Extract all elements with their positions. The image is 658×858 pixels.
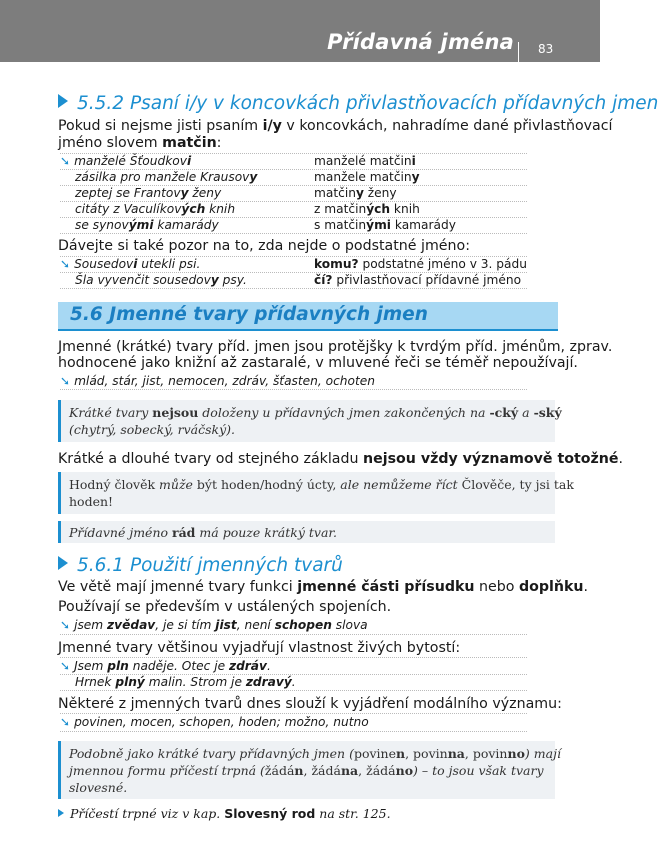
example-left-2: zásilka pro manžele Krausovy [75, 170, 258, 184]
arrow-down-right-icon: ➘ [60, 618, 71, 632]
paragraph-intro-line2: jméno slovem matčin: [58, 135, 222, 151]
example-right-4: z matčiných knih [314, 202, 420, 216]
paragraph-561-living: Jmenné tvary většinou vyjadřují vlastnost živých bytostí: [58, 640, 461, 656]
noun-example-left-1: ➘ Sousedovi utekli psi. [60, 257, 201, 271]
example-left-4: citáty z Vaculíkových knih [75, 202, 236, 216]
example-short-forms: ➘ mlád, stár, jist, nemocen, zdráv, šťasten, ochoten [60, 374, 375, 388]
page-header [0, 0, 600, 62]
paragraph-56-line1: Jmenné (krátké) tvary příd. jmen jsou protějšky k tvrdým příd. jménům, zprav. [58, 339, 613, 355]
example-right-1: manželé matčini [314, 154, 416, 168]
paragraph-not-identical: Krátké a dlouhé tvary od stejného základu nejsou vždy významově totožné. [58, 451, 624, 467]
chapter-title: Přídavná jména [327, 30, 514, 54]
arrow-down-right-icon: ➘ [60, 374, 71, 388]
example-modal: ➘ povinen, mocen, schopen, hoden; možno, nutno [60, 715, 369, 729]
noun-example-left-2: Šla vyvenčit sousedovy psy. [75, 273, 247, 287]
triangle-bullet-icon [58, 94, 68, 108]
example-set-phrases: ➘ jsem zvědav, je si tím jist, není schopen slova [60, 618, 368, 632]
example-pln: ➘ Jsem pln naděje. Otec je zdráv. [60, 659, 271, 673]
example-plny: Hrnek plný malin. Strom je zdravý. [75, 675, 296, 689]
example-right-2: manžele matčiny [314, 170, 420, 184]
section-heading-56: 5.6 Jmenné tvary přídavných jmen [58, 302, 558, 330]
arrow-down-right-icon: ➘ [60, 659, 71, 673]
note-box-cky-sky: Krátké tvary nejsou doloženy u přídavných jmen zakončených na -cký a -ský (chytrý, sobecký, rváčský). [58, 400, 555, 442]
paragraph-561-modal: Některé z jmenných tvarů dnes slouží k vyjádření modálního významu: [58, 696, 562, 712]
section-heading-561: 5.6.1 Použití jmenných tvarů [58, 555, 343, 576]
paragraph-561-usage: Používají se především v ustálených spojeních. [58, 599, 392, 615]
paragraph-56-line2: hodnocené jako knižní až zastaralé, v mluvené řeči se téměř nepoužívají. [58, 355, 578, 371]
example-right-5: s matčinými kamarády [314, 218, 456, 232]
paragraph-pozor: Dávejte si také pozor na to, zda nejde o podstatné jméno: [58, 238, 470, 254]
example-left-3: zeptej se Frantovy ženy [75, 186, 222, 200]
paragraph-561-function: Ve větě mají jmenné tvary funkci jmenné části přísudku nebo doplňku. [58, 579, 589, 595]
note-box-rad: Přídavné jméno rád má pouze krátký tvar. [58, 521, 555, 543]
section-heading-552: 5.5.2 Psaní i/y v koncovkách přivlastňovacích přídavných jmen [58, 93, 658, 114]
page-number: 83 [538, 42, 554, 56]
note-box-participle: Podobně jako krátké tvary přídavných jmen (povinen, povinna, povinno) mají jmennou formu příčestí trpná (žádán, žádána, žádáno) – to jsou však tvary slovesné. [58, 741, 555, 799]
triangle-bullet-icon [58, 809, 64, 817]
header-divider [518, 42, 519, 62]
triangle-bullet-icon [58, 556, 68, 570]
noun-example-right-1: komu? podstatné jméno v 3. pádu [314, 257, 527, 271]
noun-example-right-2: čí? přivlastňovací přídavné jméno [314, 273, 522, 287]
arrow-down-right-icon: ➘ [60, 257, 71, 271]
arrow-down-right-icon: ➘ [60, 154, 71, 168]
note-box-hoden: Hodný člověk může být hoden/hodný úcty, ale nemůžeme říct Člověče, ty jsi tak hoden! [58, 472, 555, 514]
example-left-1: ➘ manželé Šťoudkovi [60, 154, 192, 168]
arrow-down-right-icon: ➘ [60, 715, 71, 729]
paragraph-intro-line1: Pokud si nejsme jisti psaním i/y v koncovkách, nahradíme dané přivlastňovací [58, 118, 613, 134]
cross-reference: Příčestí trpné viz v kap. Slovesný rod na str. 125. [58, 806, 391, 821]
example-right-3: matčiny ženy [314, 186, 397, 200]
example-left-5: se synovými kamarády [75, 218, 219, 232]
